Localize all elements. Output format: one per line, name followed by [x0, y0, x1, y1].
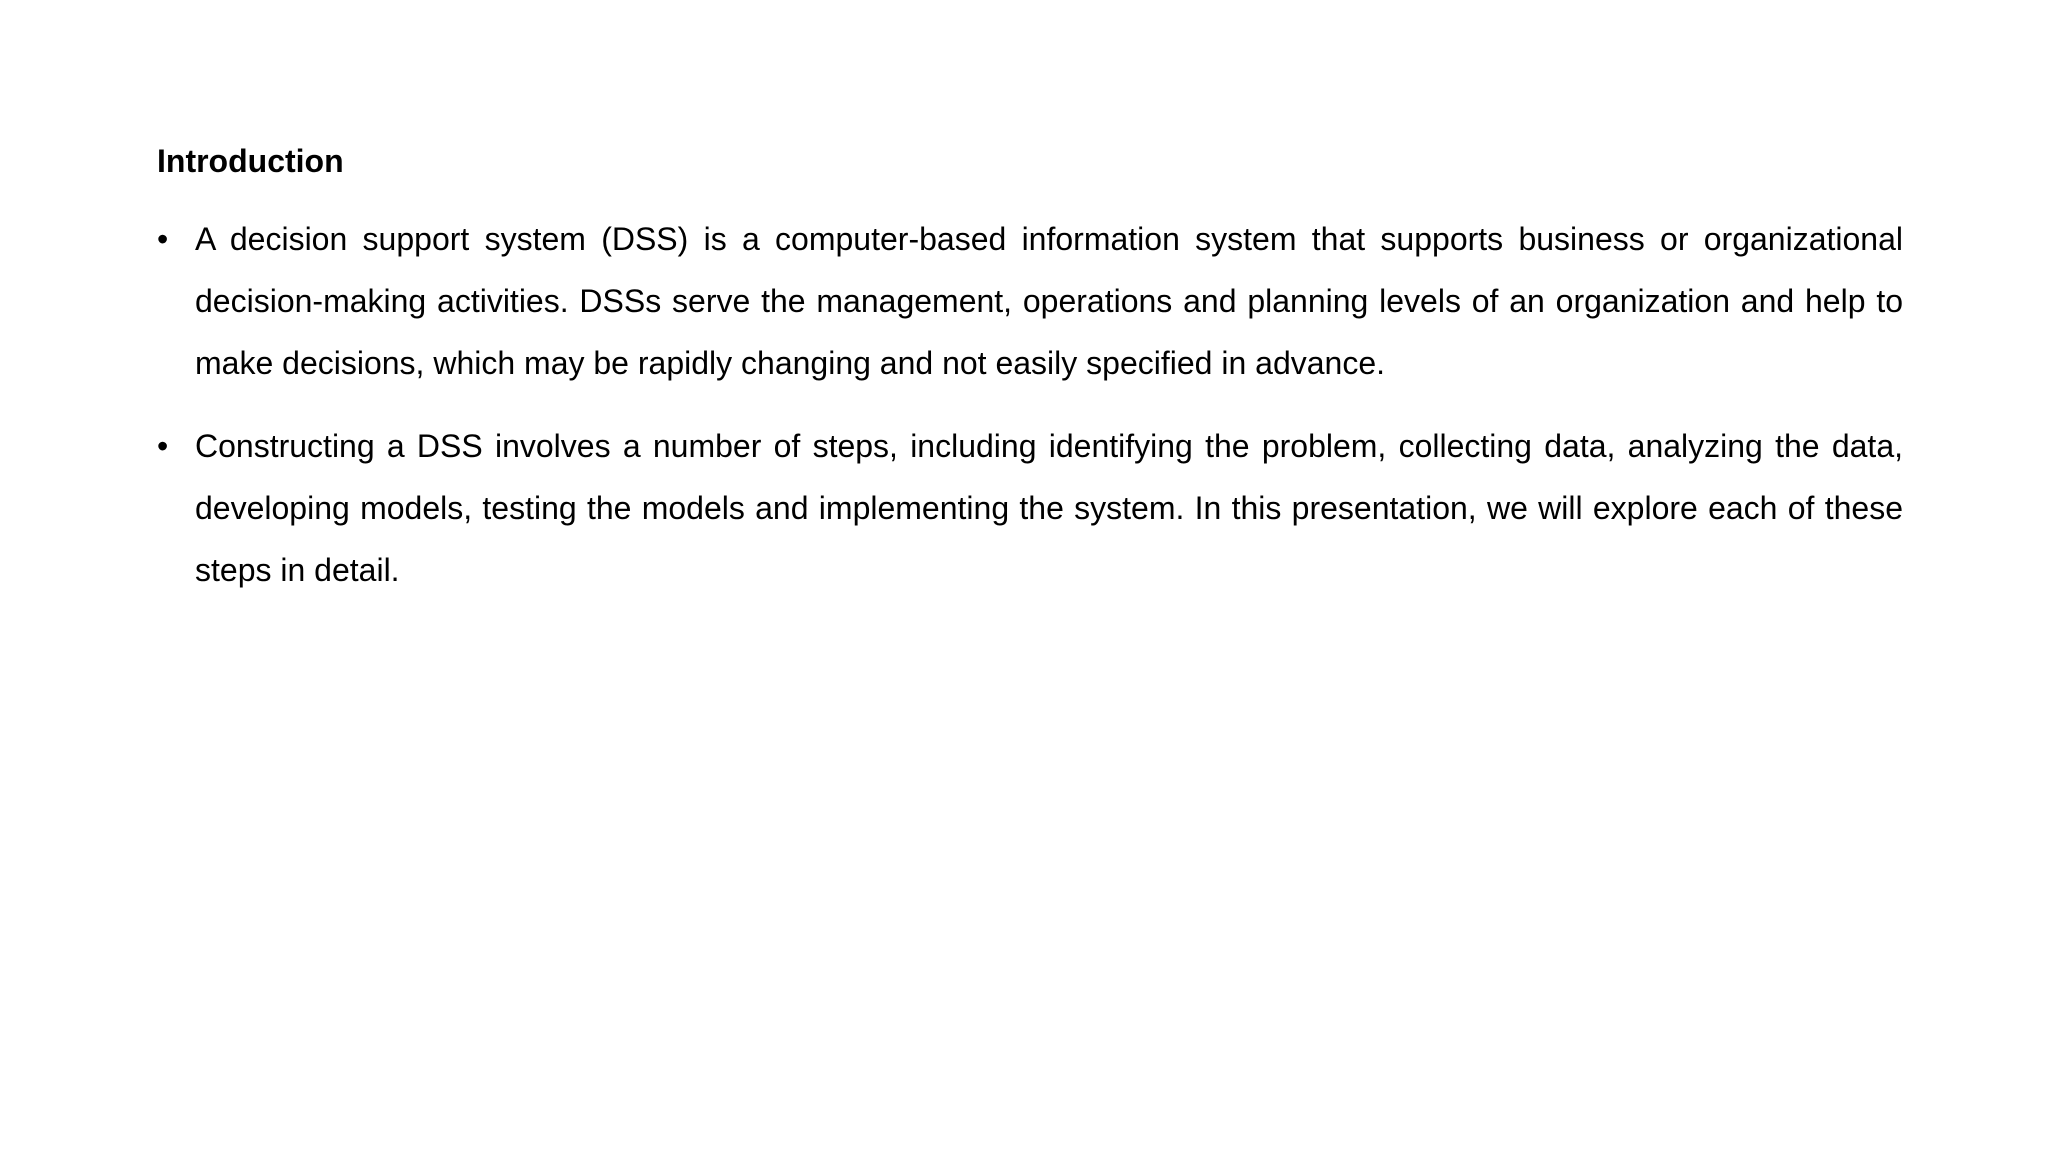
bullet-dot-icon: • [157, 428, 169, 464]
bullet-dot-icon: • [157, 221, 169, 257]
bullet-item [157, 208, 1903, 394]
slide-heading: Introduction [157, 143, 344, 179]
bullet-list [157, 208, 1903, 601]
slide-content [157, 138, 1903, 622]
bullet-item [157, 415, 1903, 601]
bullet-text-dss-definition: A decision support system (DSS) is a computer-based information system that supports business or organizational decision-making activities. DSSs serve the management, operations and planning levels of an organization and help to make decisions, which may be rapidly changing and not easily specified in advance. [195, 221, 1903, 381]
bullet-text-dss-construction: Constructing a DSS involves a number of steps, including identifying the problem, collecting data, analyzing the data, developing models, testing the models and implementing the system. In this presentation, we will explore each of these steps in detail. [195, 428, 1903, 588]
